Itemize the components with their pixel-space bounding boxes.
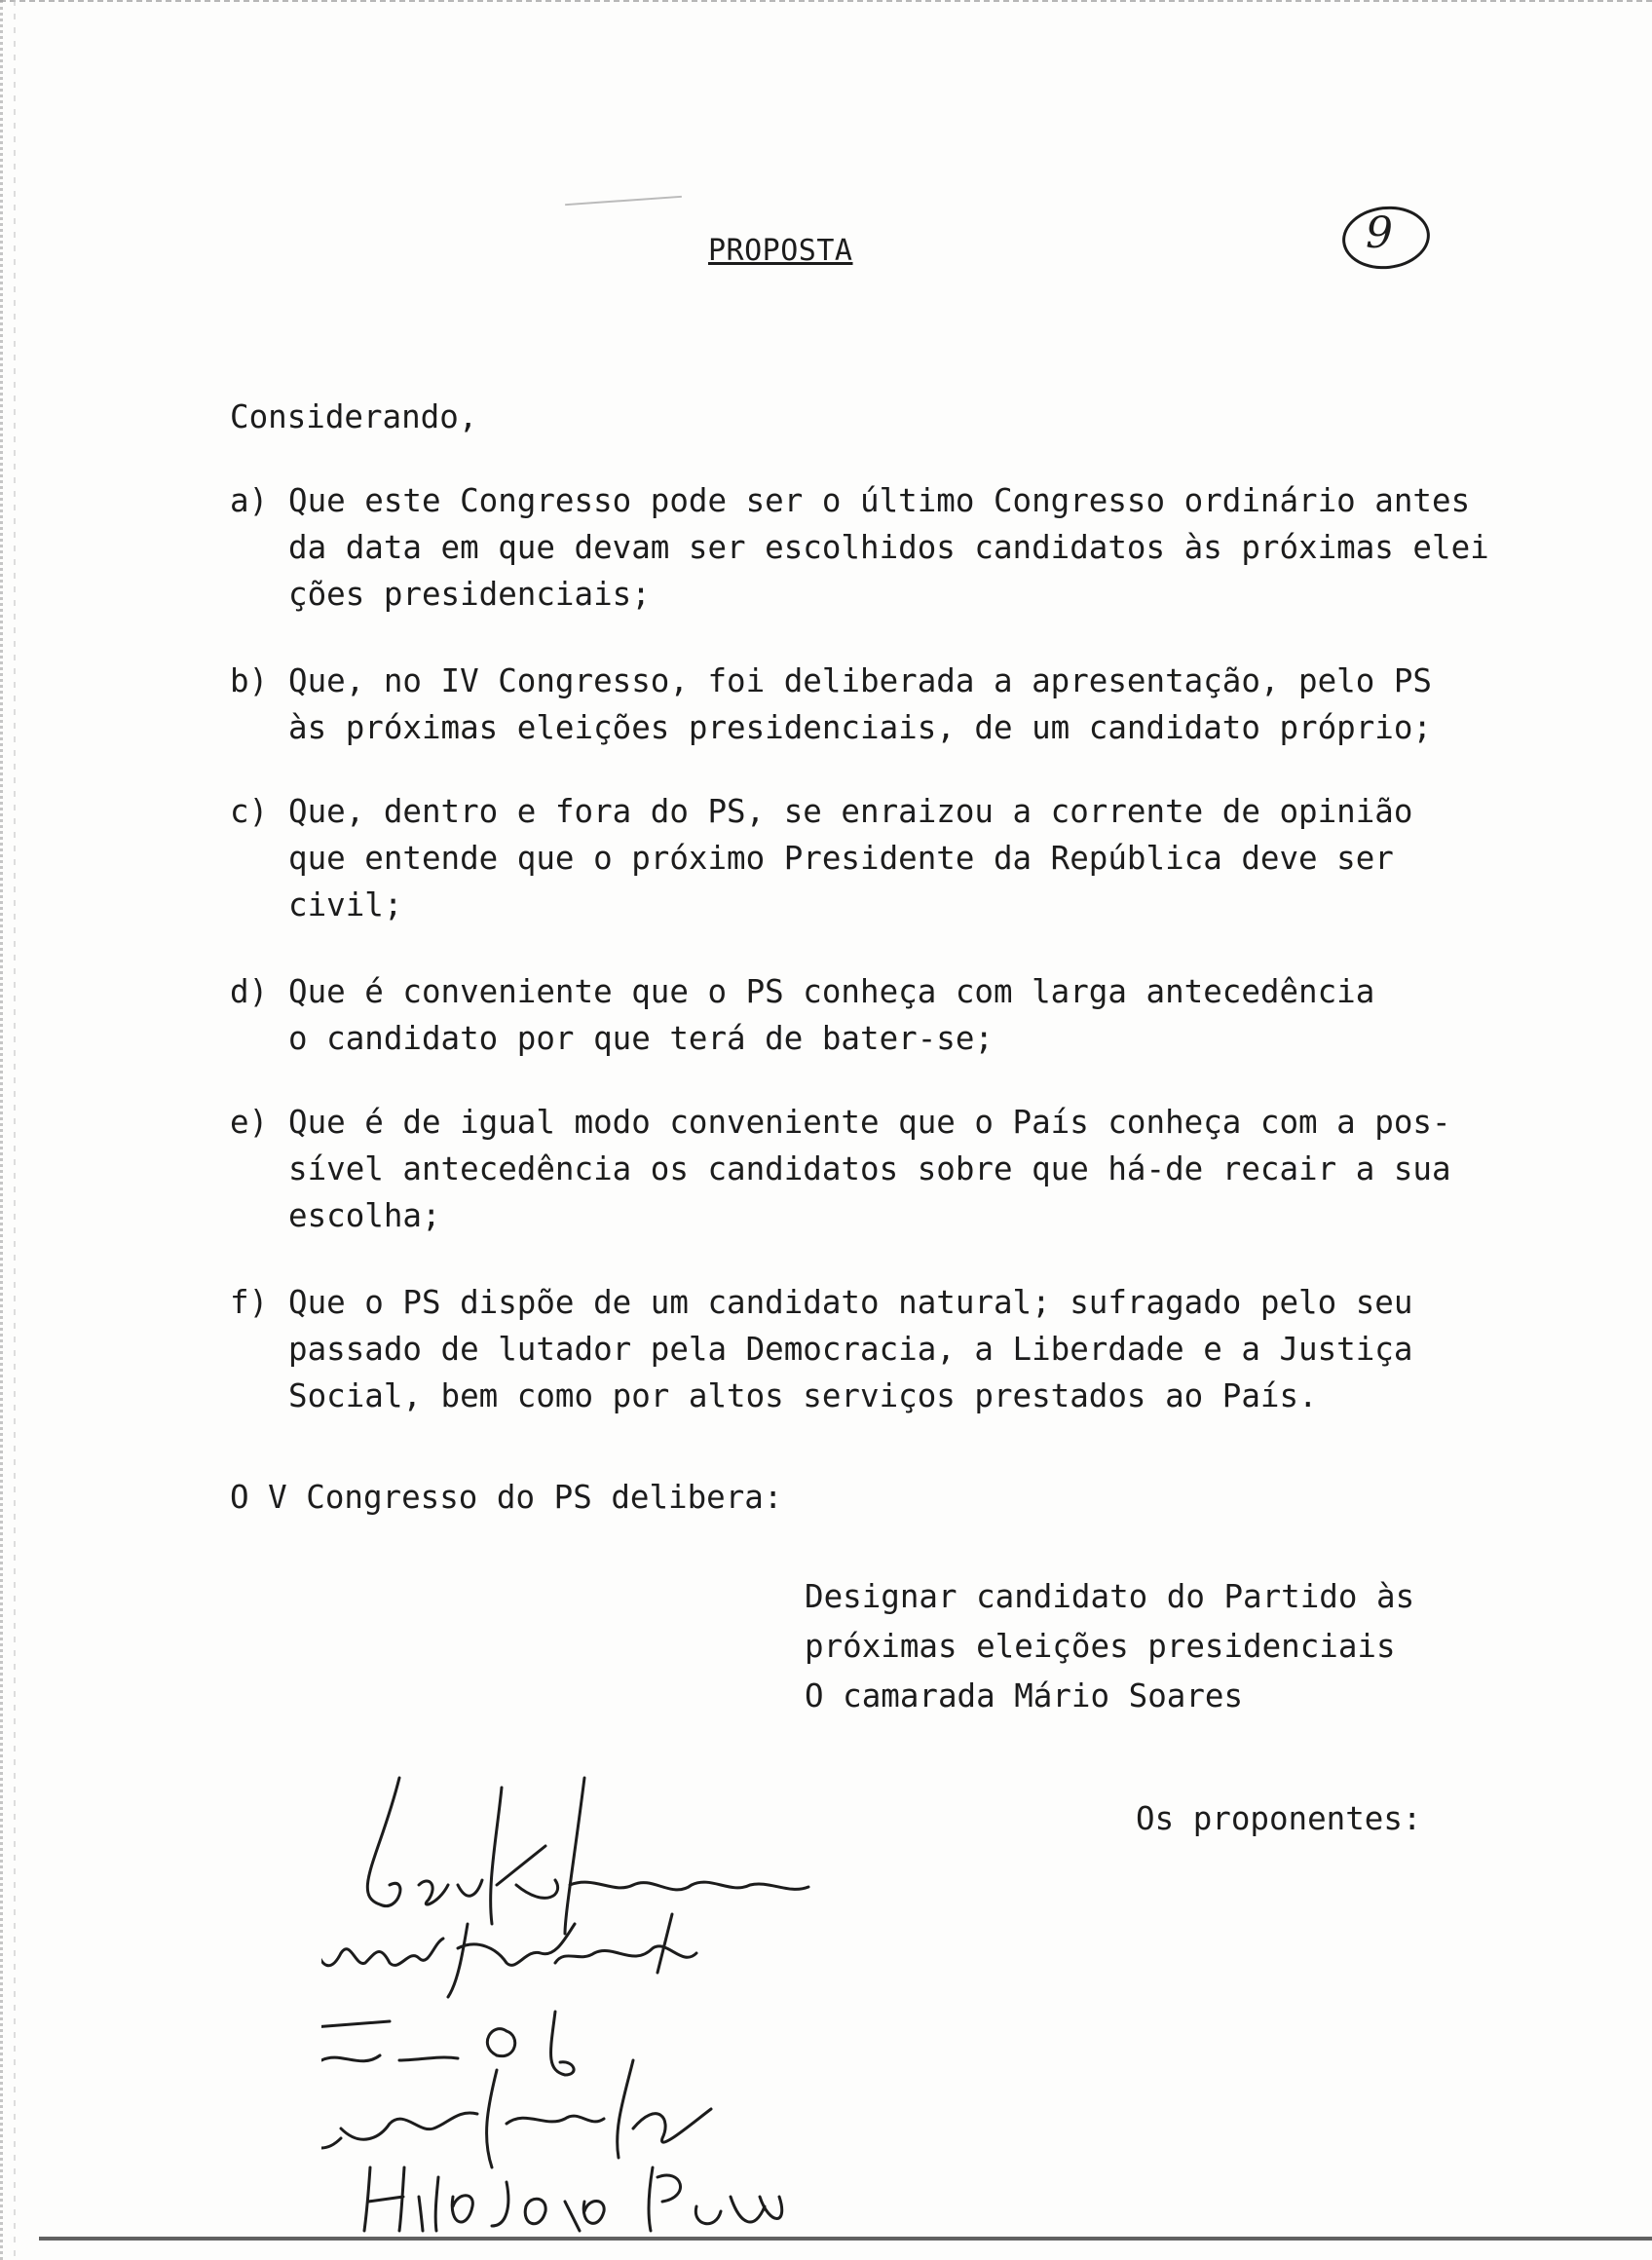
item-marker: e) bbox=[230, 1104, 269, 1141]
item-line: que entende que o próximo Presidente da República deve ser bbox=[288, 840, 1394, 877]
item-line: Que, no IV Congresso, foi deliberada a apresentação, pelo PS bbox=[288, 662, 1432, 699]
item-line: sível antecedência os candidatos sobre que há-de recair a sua bbox=[288, 1150, 1451, 1187]
scan-edge-bottom bbox=[39, 2237, 1652, 2241]
handwritten-signatures bbox=[321, 1739, 1062, 2236]
item-line: Que é conveniente que o PS conheça com larga antecedência bbox=[288, 973, 1375, 1010]
document-title: PROPOSTA bbox=[708, 234, 853, 268]
page-number: 9 bbox=[1366, 208, 1393, 258]
item-marker: a) bbox=[230, 482, 269, 519]
scan-mark bbox=[565, 196, 682, 206]
item-line: passado de lutador pela Democracia, a Liberdade e a Justiça bbox=[288, 1331, 1413, 1368]
item-line: Que, dentro e fora do PS, se enraizou a corrente de opinião bbox=[288, 793, 1413, 830]
signature-2 bbox=[321, 1914, 696, 1997]
intro-text: Considerando, bbox=[230, 398, 478, 435]
item-marker: c) bbox=[230, 793, 269, 830]
resolution-line: próximas eleições presidenciais bbox=[805, 1628, 1396, 1665]
item-line: da data em que devam ser escolhidos candidatos às próximas elei bbox=[288, 529, 1489, 566]
item-marker: b) bbox=[230, 662, 269, 699]
item-line: Que este Congresso pode ser o último Congresso ordinário antes bbox=[288, 482, 1471, 519]
item-line: Social, bem como por altos serviços prestados ao País. bbox=[288, 1377, 1318, 1414]
signature-3 bbox=[321, 2002, 574, 2128]
item-marker: f) bbox=[230, 1284, 269, 1321]
deliberation-text: O V Congresso do PS delibera: bbox=[230, 1479, 783, 1516]
item-line: Que é de igual modo conveniente que o País conheça com a pos- bbox=[288, 1104, 1451, 1141]
scan-edge-left-inner bbox=[14, 0, 16, 2260]
resolution-line: O camarada Mário Soares bbox=[805, 1677, 1244, 1714]
item-line: escolha; bbox=[288, 1197, 441, 1234]
proponents-label: Os proponentes: bbox=[1136, 1800, 1422, 1837]
signature-4 bbox=[321, 2060, 711, 2167]
item-line: ções presidenciais; bbox=[288, 576, 651, 613]
item-line: civil; bbox=[288, 886, 403, 923]
item-line: Que o PS dispõe de um candidato natural; sufragado pelo seu bbox=[288, 1284, 1413, 1321]
item-marker: d) bbox=[230, 973, 269, 1010]
scan-edge-left bbox=[0, 0, 32, 2260]
item-line: o candidato por que terá de bater-se; bbox=[288, 1020, 994, 1057]
signature-1 bbox=[367, 1778, 808, 1934]
resolution-block bbox=[805, 1572, 1414, 1721]
resolution-line: Designar candidato do Partido às bbox=[805, 1578, 1415, 1615]
signature-5 bbox=[364, 2167, 782, 2231]
item-line: às próximas eleições presidenciais, de um candidato próprio; bbox=[288, 709, 1432, 746]
scan-edge-top bbox=[0, 0, 1652, 10]
